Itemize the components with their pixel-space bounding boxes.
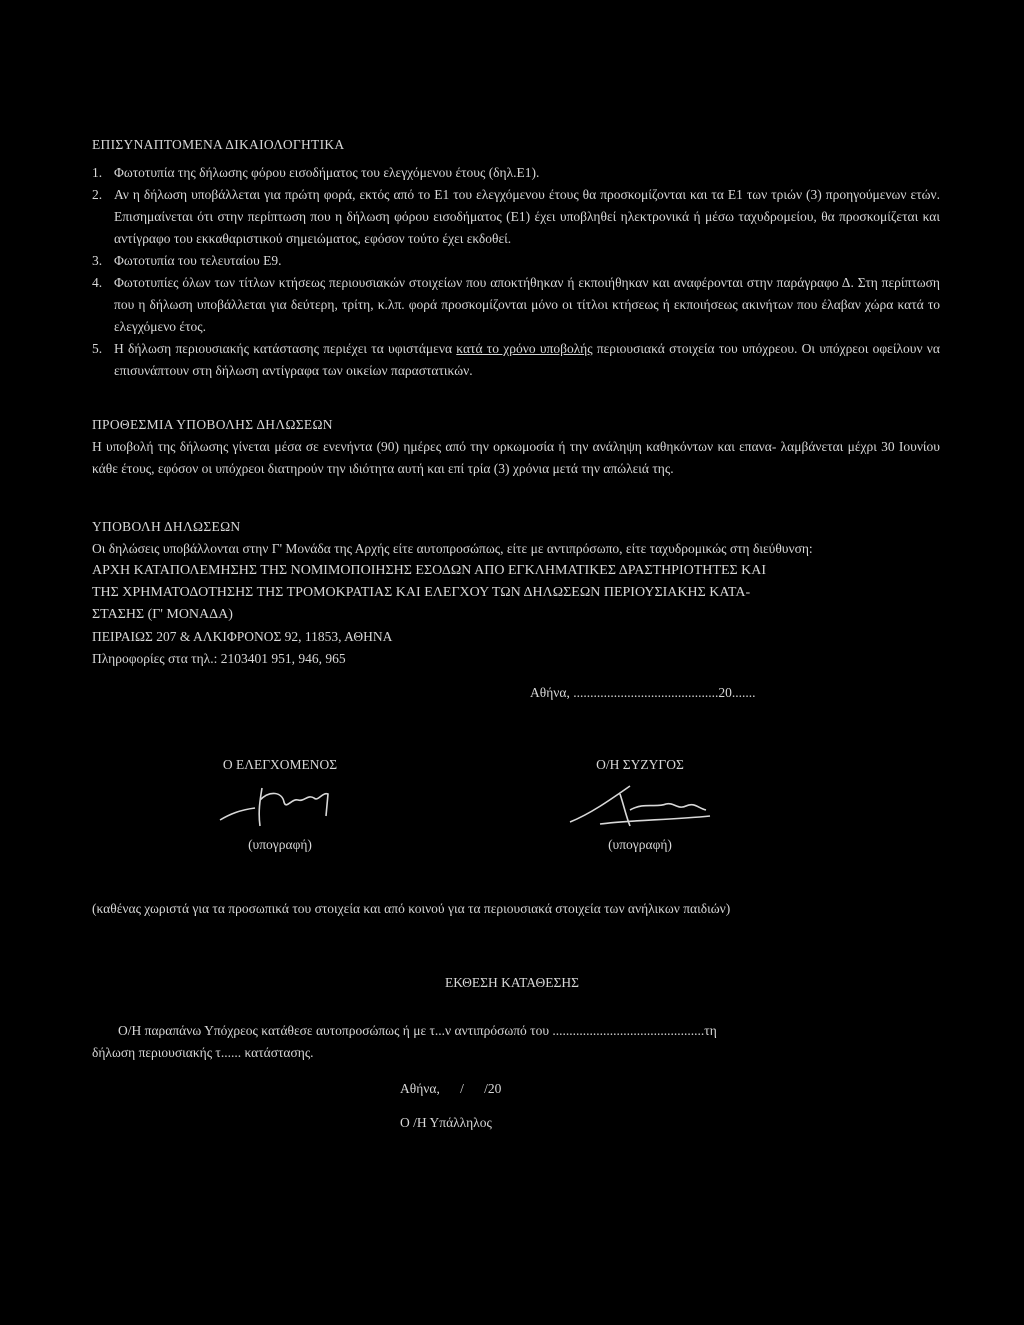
- signature-note: (καθένας χωριστά για τα προσωπικά του στοιχεία και από κοινού για τα περιουσιακά στοιχεία των ανήλικων παιδιών): [92, 901, 731, 916]
- filing-report-clerk: Ο /Η Υπάλληλος: [400, 1115, 492, 1130]
- signature-left-title: Ο ΕΛΕΓΧΟΜΕΝΟΣ: [222, 757, 338, 772]
- item-text: Αν η δήλωση υποβάλλεται για πρώτη φορά, εκτός από το Ε1 του ελεγχόμενου έτους θα προσκομίζονται και τα Ε1 των τριών (3) προηγούμενων ετών. Επισημαίνεται ότι στην περίπτωση που η δήλωση φόρου εισοδήματος (Ε1) έχει υποβληθεί ηλεκτρονικά ή μέσω ταχυδρομείου, θα προσκομίζεται και αντίγραφο του εκκαθαριστικού σημειώματος, εφόσον τούτο έχει εκδοθεί.: [114, 187, 940, 246]
- signature-right: [510, 754, 770, 856]
- authority-line-3: ΣΤΑΣΗΣ (Γ' ΜΟΝΑΔΑ): [92, 607, 233, 622]
- signature-right-icon: [560, 780, 720, 834]
- list-item: [92, 250, 940, 272]
- attached-documents-heading: ΕΠΙΣΥΝΑΠΤΟΜΕΝΑ ΔΙΚΑΙΟΛΟΓΗΤΙΚΑ: [92, 137, 345, 152]
- attached-documents-list: [92, 162, 940, 382]
- list-item: [92, 184, 940, 250]
- attached-documents-section: [92, 134, 940, 382]
- list-item: [92, 162, 940, 184]
- item-text-before: Η δήλωση περιουσιακής κατάστασης περιέχει τα υφιστάμενα: [114, 341, 457, 356]
- item-text: Φωτοτυπία της δήλωσης φόρου εισοδήματος του ελεγχόμενου έτους (δηλ.Ε1).: [114, 165, 540, 180]
- item-text-underlined: κατά το χρόνο υποβολής: [456, 341, 593, 356]
- filing-report-heading: ΕΚΘΕΣΗ ΚΑΤΑΘΕΣΗΣ: [445, 975, 579, 990]
- authority-line-2: ΤΗΣ ΧΡΗΜΑΤΟΔΟΤΗΣΗΣ ΤΗΣ ΤΡΟΜΟΚΡΑΤΙΑΣ ΚΑΙ ΕΛΕΓΧΟΥ ΤΩΝ ΔΗΛΩΣΕΩΝ ΠΕΡΙΟΥΣΙΑΚΗΣ ΚΑΤΑ-: [92, 585, 751, 600]
- deadline-heading: ΠΡΟΘΕΣΜΙΑ ΥΠΟΒΟΛΗΣ ΔΗΛΩΣΕΩΝ: [92, 417, 333, 432]
- filing-report-line-2: δήλωση περιουσιακής τ...... κατάστασης.: [92, 1045, 314, 1060]
- item-number: 3.: [92, 253, 103, 268]
- item-number: 2.: [92, 187, 103, 202]
- date-line: Αθήνα, ...........................................20.......: [530, 685, 756, 700]
- list-item: [92, 272, 940, 338]
- signature-right-title: Ο/Η ΣΥΖΥΓΟΣ: [596, 757, 684, 772]
- item-number: 1.: [92, 165, 103, 180]
- submission-section: [92, 516, 940, 670]
- signature-left-caption: (υπογραφή): [248, 837, 312, 852]
- deadline-text: Η υποβολή της δήλωσης γίνεται μέσα σε ενενήντα (90) ημέρες από την ορκωμοσία ή την ανάληψη καθηκόντων και επανα- λαμβάνεται μέχρι 30 Ιουνίου κάθε έτους, εφόσον οι υπόχρεοι διατηρούν την ιδιότητα αυτή και επί τρία (3) χρόνια μετά την απώλειά της.: [92, 439, 940, 476]
- item-text: Φωτοτυπία του τελευταίου Ε9.: [114, 253, 282, 268]
- item-text-after: περιουσιακά στοιχεία του υπόχρεου. Οι υπόχρεοι οφείλουν να επισυνάπτουν στη δήλωση αντίγραφα των οικείων παραστατικών.: [114, 341, 940, 378]
- submission-heading: ΥΠΟΒΟΛΗ ΔΗΛΩΣΕΩΝ: [92, 519, 241, 534]
- item-number: 5.: [92, 341, 103, 356]
- item-text: Φωτοτυπίες όλων των τίτλων κτήσεως περιουσιακών στοιχείων που αποκτήθηκαν ή εκποιήθηκαν και αναφέρονται στην παράγραφο Δ. Στη περίπτωση που η δήλωση υποβάλλεται για δεύτερη, τρίτη, κ.λπ. φορά προσκομίζονται μόνο οι τίτλοι κτήσεως ή εκποιήσεως ακινήτων που έλαβαν χώρα κατά το ελεγχόμενο έτος.: [114, 275, 940, 334]
- filing-report-line-1: Ο/Η παραπάνω Υπόχρεος κατάθεσε αυτοπροσώπως ή με τ...ν αντιπρόσωπό του .............................................τη: [118, 1023, 717, 1038]
- authority-address: ΠΕΙΡΑΙΩΣ 207 & ΑΛΚΙΦΡΟΝΟΣ 92, 11853, ΑΘΗΝΑ: [92, 629, 393, 644]
- signature-left-icon: [200, 780, 360, 834]
- submission-text: Οι δηλώσεις υποβάλλονται στην Γ' Μονάδα της Αρχής είτε αυτοπροσώπως, είτε με αντιπρόσωπο, είτε ταχυδρομικώς στη διεύθυνση:: [92, 541, 813, 556]
- authority-phones: Πληροφορίες στα τηλ.: 2103401 951, 946, 965: [92, 651, 346, 666]
- item-number: 4.: [92, 275, 103, 290]
- list-item: [92, 338, 940, 382]
- authority-line-1: ΑΡΧΗ ΚΑΤΑΠΟΛΕΜΗΣΗΣ ΤΗΣ ΝΟΜΙΜΟΠΟΙΗΣΗΣ ΕΣΟΔΩΝ ΑΠΟ ΕΓΚΛΗΜΑΤΙΚΕΣ ΔΡΑΣΤΗΡΙΟΤΗΤΕΣ ΚΑΙ: [92, 563, 767, 578]
- deadline-section: [92, 414, 940, 480]
- filing-report-date: Αθήνα, / /20: [400, 1081, 502, 1096]
- signature-right-caption: (υπογραφή): [608, 837, 672, 852]
- signature-left: [150, 754, 410, 856]
